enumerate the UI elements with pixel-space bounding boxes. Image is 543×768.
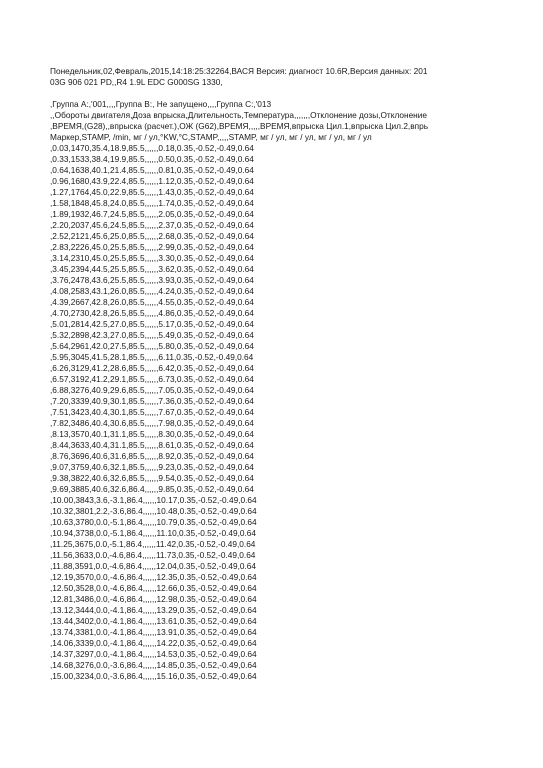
data-row: ,2.52,2121,45.6,25.0,85.5,,,,,,2.68,0.35,-0.52,-0.49,0.64 [50, 231, 254, 241]
data-row: ,12.50,3528,0.0,-4.6,86.4,,,,,,12.66,0.35,-0.52,-0.49,0.64 [50, 583, 257, 593]
groups-line: ,Группа A:,'001,,,,Группа B:, Не запущено,,,,Группа C:,'013 [50, 99, 272, 109]
data-row: ,1.58,1848,45.8,24.0,85.5,,,,,,1.74,0.35,-0.52,-0.49,0.64 [50, 198, 254, 208]
data-row: ,4.70,2730,42.8,26.5,85.5,,,,,,4.86,0.35,-0.52,-0.49,0.64 [50, 308, 254, 318]
data-row: ,14.68,3276,0.0,-3.6,86.4,,,,,,14.85,0.35,-0.52,-0.49,0.64 [50, 660, 257, 670]
column-header-line-1: ,,Обороты двигателя,Доза впрыска,Длительность,Температура,,,,,,,Отклонение дозы,Отклонение [50, 110, 428, 120]
data-row: ,9.69,3885,40.6,32.6,86.4,,,,,,9.85,0.35,-0.52,-0.49,0.64 [50, 484, 254, 494]
data-row: ,15.00,3234,0.0,-3.6,86.4,,,,,,15.16,0.35,-0.52,-0.49,0.64 [50, 671, 257, 681]
data-row: ,4.08,2583,43.1,26.0,85.5,,,,,,4.24,0.35,-0.52,-0.49,0.64 [50, 286, 254, 296]
data-row: ,0.33,1533,38.4,19.9,85.5,,,,,,0.50,0.35,-0.52,-0.49,0.64 [50, 154, 254, 164]
data-row: ,1.27,1764,45.0,22.9,85.5,,,,,,1.43,0.35,-0.52,-0.49,0.64 [50, 187, 254, 197]
column-headers [50, 110, 530, 143]
data-row: ,6.26,3129,41.2,28.6,85.5,,,,,,6.42,0.35,-0.52,-0.49,0.64 [50, 363, 254, 373]
data-row: ,3.76,2478,43.6,25.5,85.5,,,,,,3.93,0.35,-0.52,-0.49,0.64 [50, 275, 254, 285]
data-row: ,4.39,2667,42.8,26.0,85.5,,,,,,4.55,0.35,-0.52,-0.49,0.64 [50, 297, 254, 307]
data-row: ,0.96,1680,43.9,22.4,85.5,,,,,,1.12,0.35,-0.52,-0.49,0.64 [50, 176, 254, 186]
column-header-line-2: ,ВРЕМЯ,(G28),,впрыска (расчет.),ОЖ (G62),ВРЕМЯ,,,,,ВРЕМЯ,впрыска Цил.1,впрыска Цил.2,впрь [50, 121, 429, 131]
data-row: ,12.19,3570,0.0,-4.6,86.4,,,,,,12.35,0.35,-0.52,-0.49,0.64 [50, 572, 257, 582]
data-row: ,3.14,2310,45.0,25.5,85.5,,,,,,3.30,0.35,-0.52,-0.49,0.64 [50, 253, 254, 263]
data-row: ,7.82,3486,40.4,30.6,85.5,,,,,,7.98,0.35,-0.52,-0.49,0.64 [50, 418, 254, 428]
data-row: ,6.57,3192,41.2,29.1,85.5,,,,,,6.73,0.35,-0.52,-0.49,0.64 [50, 374, 254, 384]
data-row: ,8.13,3570,40.1,31.1,85.5,,,,,,8.30,0.35,-0.52,-0.49,0.64 [50, 429, 254, 439]
data-row: ,13.12,3444,0.0,-4.1,86.4,,,,,,13.29,0.35,-0.52,-0.49,0.64 [50, 605, 257, 615]
data-row: ,0.64,1638,40.1,21.4,85.5,,,,,,0.81,0.35,-0.52,-0.49,0.64 [50, 165, 254, 175]
data-row: ,0.03,1470,35.4,18.9,85.5,,,,,,0.18,0.35,-0.52,-0.49,0.64 [50, 143, 254, 153]
data-row: ,8.76,3696,40.6,31.6,85.5,,,,,,8.92,0.35,-0.52,-0.49,0.64 [50, 451, 254, 461]
data-row: ,2.83,2226,45.0,25.5,85.5,,,,,,2.99,0.35,-0.52,-0.49,0.64 [50, 242, 254, 252]
data-row: ,6.88,3276,40.9,29.6,85.5,,,,,,7.05,0.35,-0.52,-0.49,0.64 [50, 385, 254, 395]
data-row: ,11.25,3675,0.0,-5.1,86.4,,,,,,11.42,0.35,-0.52,-0.49,0.64 [50, 539, 256, 549]
data-row: ,8.44,3633,40.4,31.1,85.5,,,,,,8.61,0.35,-0.52,-0.49,0.64 [50, 440, 254, 450]
data-row: ,13.74,3381,0.0,-4.1,86.4,,,,,,13.91,0.35,-0.52,-0.49,0.64 [50, 627, 257, 637]
data-row: ,9.07,3759,40.6,32.1,85.5,,,,,,9.23,0.35,-0.52,-0.49,0.64 [50, 462, 254, 472]
data-row: ,7.20,3339,40.9,30.1,85.5,,,,,,7.36,0.35,-0.52,-0.49,0.64 [50, 396, 254, 406]
data-row: ,1.89,1932,46.7,24.5,85.5,,,,,,2.05,0.35,-0.52,-0.49,0.64 [50, 209, 254, 219]
data-row: ,5.32,2898,42.3,27.0,85.5,,,,,,5.49,0.35,-0.52,-0.49,0.64 [50, 330, 254, 340]
log-header [50, 66, 520, 88]
data-row: ,10.63,3780,0.0,-5.1,86.4,,,,,,10.79,0.35,-0.52,-0.49,0.64 [50, 517, 257, 527]
data-row: ,10.00,3843,3.6,-3.1,86.4,,,,,,10.17,0.35,-0.52,-0.49,0.64 [50, 495, 257, 505]
data-row: ,13.44,3402,0.0,-4.1,86.4,,,,,,13.61,0.35,-0.52,-0.49,0.64 [50, 616, 257, 626]
data-row: ,10.32,3801,2.2,-3.6,86.4,,,,,,10.48,0.35,-0.52,-0.49,0.64 [50, 506, 257, 516]
data-row: ,10.94,3738,0.0,-5.1,86.4,,,,,,11.10,0.35,-0.52,-0.49,0.64 [50, 528, 257, 538]
data-row: ,5.01,2814,42.5,27.0,85.5,,,,,,5.17,0.35,-0.52,-0.49,0.64 [50, 319, 254, 329]
data-row: ,7.51,3423,40.4,30.1,85.5,,,,,,7.67,0.35,-0.52,-0.49,0.64 [50, 407, 254, 417]
column-header-line-3: Маркер,STAMP, /min, мг / ул,°KW,°C,STAMP,,,,,STAMP, мг / ул, мг / ул, мг / ул, мг / ул [50, 132, 372, 142]
data-row: ,5.95,3045,41.5,28.1,85.5,,,,,,6.11,0.35,-0.52,-0.49,0.64 [50, 352, 254, 362]
data-row: ,14.06,3339,0.0,-4.1,86.4,,,,,,14.22,0.35,-0.52,-0.49,0.64 [50, 638, 257, 648]
header-line-2: 03G 906 021 PD,,R4 1.9L EDC G000SG 1330, [50, 77, 223, 87]
header-line-1: Понедельник,02,Февраль,2015,14:18:25:32264,ВАСЯ Версия: диагност 10.6R,Версия данных: 201 [50, 66, 428, 76]
data-row: ,14.37,3297,0.0,-4.1,86.4,,,,,,14.53,0.35,-0.52,-0.49,0.64 [50, 649, 257, 659]
data-row: ,5.64,2961,42.0,27.5,85.5,,,,,,5.80,0.35,-0.52,-0.49,0.64 [50, 341, 254, 351]
data-rows [50, 143, 257, 682]
data-row: ,11.56,3633,0.0,-4.6,86.4,,,,,,11.73,0.35,-0.52,-0.49,0.64 [50, 550, 256, 560]
data-row: ,12.81,3486,0.0,-4.6,86.4,,,,,,12.98,0.35,-0.52,-0.49,0.64 [50, 594, 257, 604]
data-row: ,2.20,2037,45.6,24.5,85.5,,,,,,2.37,0.35,-0.52,-0.49,0.64 [50, 220, 254, 230]
data-row: ,11.88,3591,0.0,-4.6,86.4,,,,,,12.04,0.35,-0.52,-0.49,0.64 [50, 561, 257, 571]
data-row: ,9.38,3822,40.6,32.6,85.5,,,,,,9.54,0.35,-0.52,-0.49,0.64 [50, 473, 254, 483]
data-row: ,3.45,2394,44.5,25.5,85.5,,,,,,3.62,0.35,-0.52,-0.49,0.64 [50, 264, 254, 274]
